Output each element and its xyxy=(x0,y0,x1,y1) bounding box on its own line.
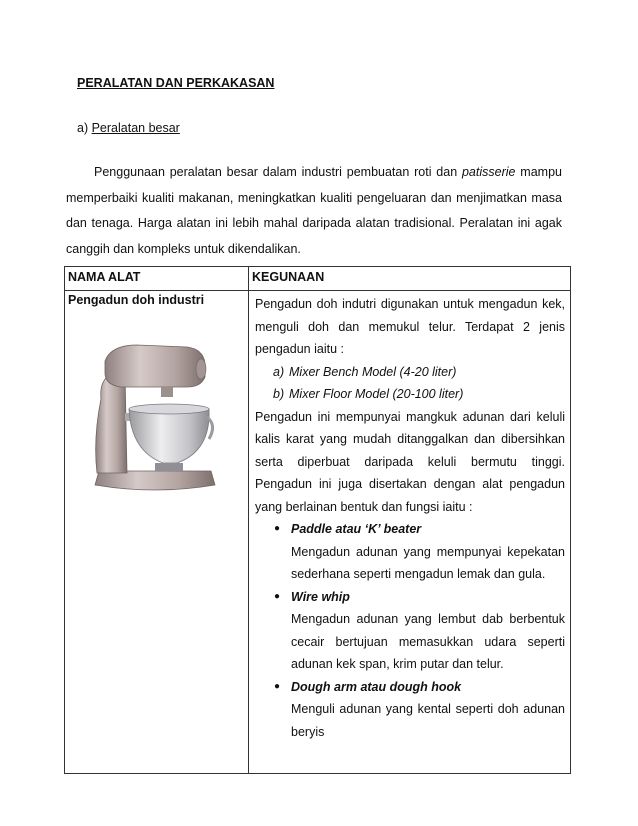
bullet-icon: ● xyxy=(274,523,281,534)
intro-italic-term: patisserie xyxy=(461,165,516,179)
attachment-name: Paddle atau ‘K’ beater xyxy=(291,522,422,536)
header-cell-use xyxy=(249,267,571,291)
intro-paragraph xyxy=(66,160,562,262)
description-body: Pengadun ini mempunyai mangkuk adunan dari keluli kalis karat yang mudah ditanggalkan dan dibersihkan serta diperbuat daripada keluli bermutu tinggi. Pengadun ini juga disertakan dengan alat pengadun yang berlainan bentuk dan fungsi iaitu : xyxy=(255,409,565,514)
description-intro: Pengadun doh indutri digunakan untuk mengadun kek, menguli doh dan memukul telur. Terdapat 2 jenis pengadun iaitu : xyxy=(255,297,565,356)
attachment-description: Mengadun adunan yang mempunyai kepekatan sederhana seperti mengadun lemak dan gula. xyxy=(291,544,565,581)
model-label: Mixer Floor Model (20-100 liter) xyxy=(289,387,464,401)
attachment-description: Mengadun adunan yang lembut dab berbentuk cecair bertujuan memasukkan udara seperti adunan kek span, krim putar dan telur. xyxy=(291,612,565,671)
intro-text-2: mampu memperbaiki kualiti makanan, meningkatkan kualiti pengeluaran dan menjimatkan masa dan tenaga. Harga alatan ini lebih mahal daripada alatan tradisional. Peralatan ini agak canggih dan kompleks untuk dikendalikan. xyxy=(66,165,562,256)
mixer-model-list xyxy=(255,361,565,406)
section-subheading xyxy=(77,121,180,135)
table-row xyxy=(65,291,571,774)
list-item xyxy=(255,586,565,676)
equipment-table xyxy=(64,266,571,774)
model-label: Mixer Bench Model (4-20 liter) xyxy=(289,364,457,379)
equipment-name-cell xyxy=(65,291,249,774)
attachment-name: Dough arm atau dough hook xyxy=(291,679,462,694)
table-header-row xyxy=(65,267,571,291)
equipment-use-cell xyxy=(249,291,571,774)
list-item xyxy=(255,361,565,384)
equipment-description xyxy=(249,291,570,773)
subheading-label: Peralatan besar xyxy=(91,121,180,135)
bullet-icon: ● xyxy=(274,680,281,692)
stand-mixer-image xyxy=(91,339,221,499)
stand-mixer-illustration xyxy=(91,339,221,499)
header-kegunaan: KEGUNAAN xyxy=(252,270,325,284)
model-number: a) xyxy=(273,364,285,379)
page-heading: PERALATAN DAN PERKAKASAN xyxy=(77,76,275,90)
header-cell-name xyxy=(65,267,249,291)
attachment-description: Menguli adunan yang kental seperti doh adunan beryis xyxy=(291,702,565,739)
attachment-name: Wire whip xyxy=(291,589,350,604)
intro-text-1: Penggunaan peralatan besar dalam industri pembuatan roti dan xyxy=(94,165,462,179)
subheading-prefix: a) xyxy=(77,121,92,135)
model-number: b) xyxy=(273,387,285,401)
bullet-icon: ● xyxy=(274,590,281,602)
equipment-name: Pengadun doh industri xyxy=(68,293,205,307)
header-nama-alat: NAMA ALAT xyxy=(68,270,141,284)
attachment-list xyxy=(255,518,565,743)
list-item xyxy=(255,676,565,744)
list-item xyxy=(255,383,565,406)
list-item xyxy=(255,518,565,586)
